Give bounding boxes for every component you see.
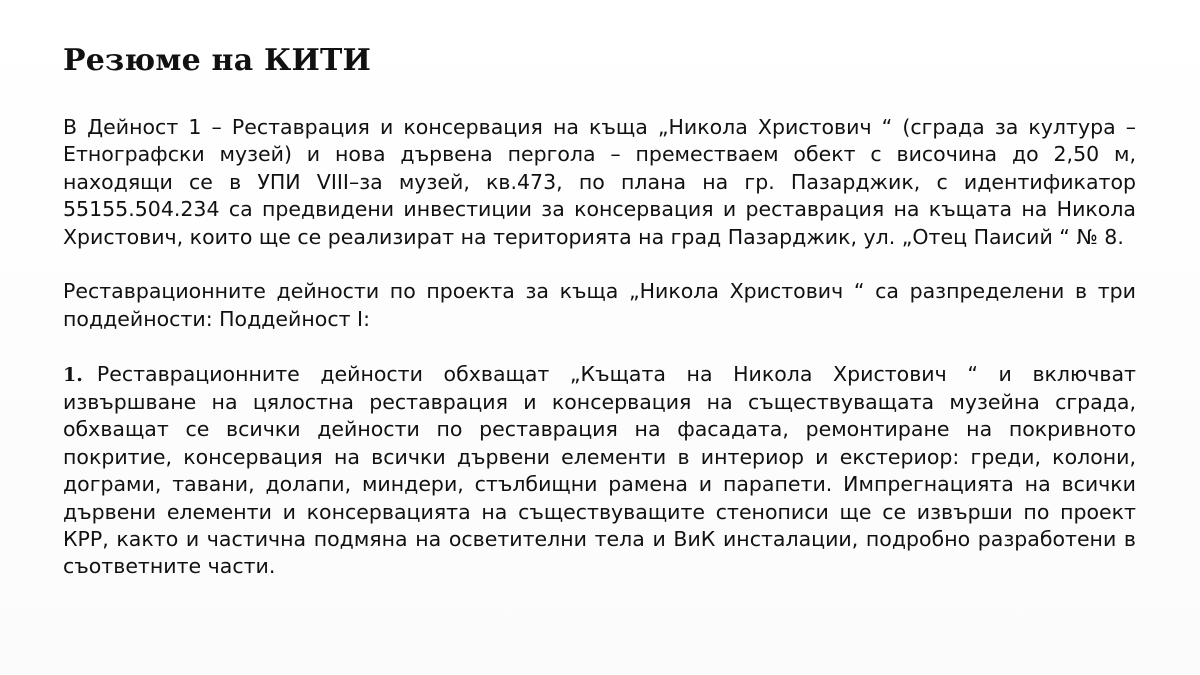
slide-title: Резюме на КИТИ (63, 43, 372, 78)
list-item-number: 1. (63, 363, 83, 386)
numbered-list-item (63, 361, 1136, 581)
paragraph-sub-activities: Реставрационните дейности по проекта за къща „Никола Христович “ са разпределени в три поддейности: Поддейност І: (63, 279, 1136, 331)
slide-body (63, 114, 1136, 581)
list-item-text: Реставрационните дейности обхващат „Къщата на Никола Христович “ и включват извършване на цялостна реставрация и консервация на съществуващата музейна сграда, обхващат се всички дейности по реставрация на фасадата, ремонтиране на покривното покритие, консервация на всички дървени елементи в интериор и екстериор: греди, колони, дограми, тавани, долапи, миндери, стълбищни рамена и парапети. Импрегнацията на всички дървени елементи и консервацията на съществуващите стенописи ще се извърши по проект КРР, както и частична подмяна на осветителни тела и ВиК инсталации, подробно разработени в съответните части. (63, 361, 1136, 579)
paragraph-activity-1: В Дейност 1 – Реставрация и консервация на къща „Никола Христович “ (сграда за култура – Етнографски музей) и нова дървена пергола – преместваем обект с височина до 2,50 м, находящи се в УПИ VIII–за музей, кв.473, по плана на гр. Пазарджик, с идентификатор 55155.504.234 са предвидени инвестиции за консервация и реставрация на къщата на Никола Христович, които ще се реализират на територията на град Пазарджик, ул. „Отец Паисий “ № 8. (63, 115, 1136, 249)
